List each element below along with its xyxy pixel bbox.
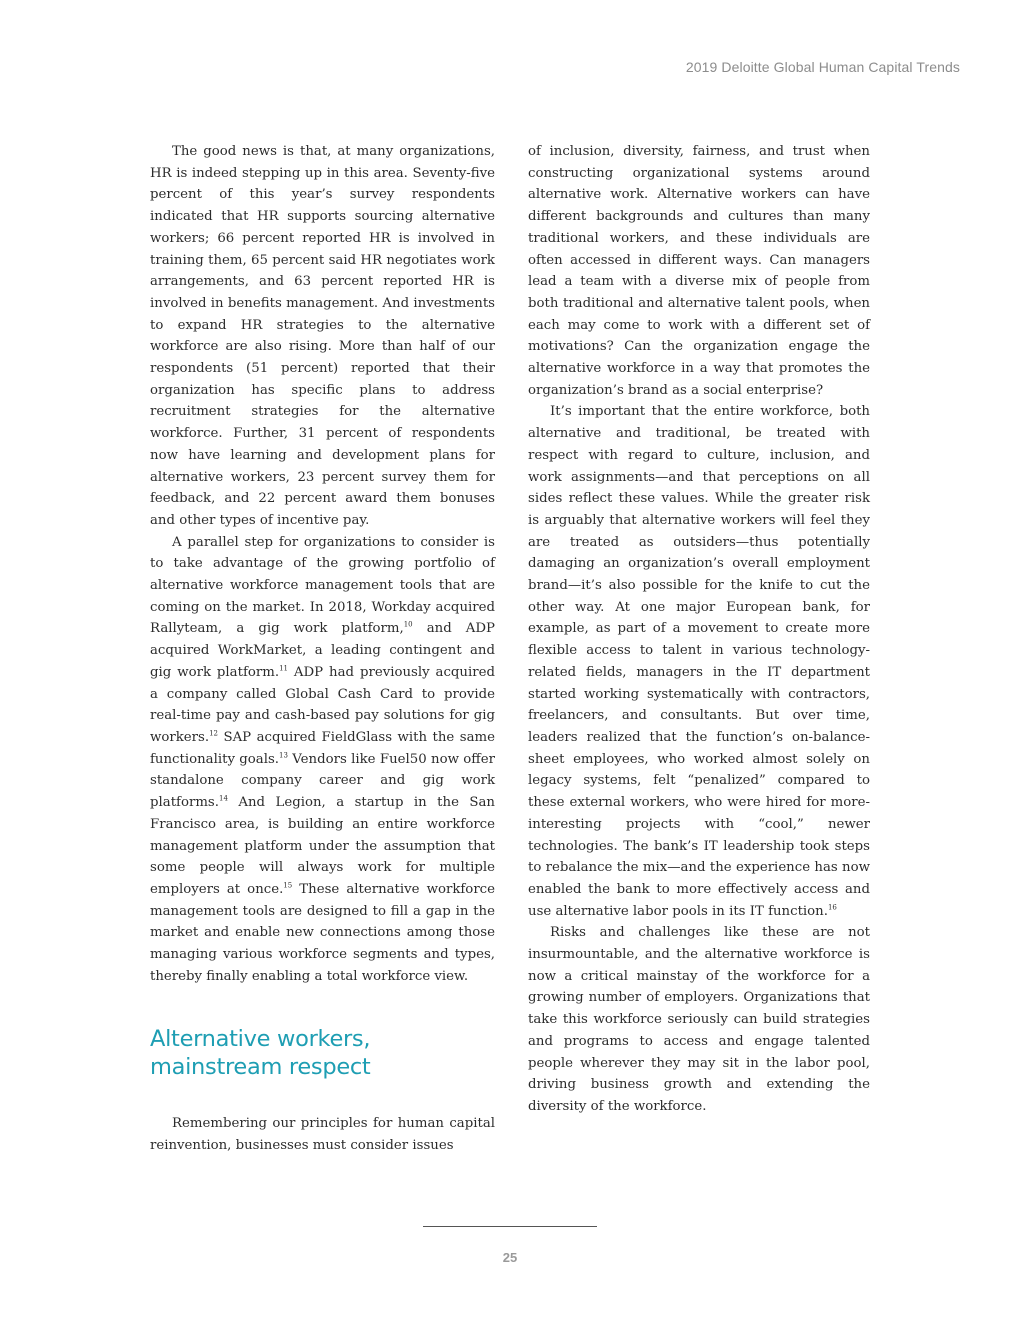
body-paragraph: [528, 141, 870, 401]
section-heading-line: mainstream respect: [150, 1054, 371, 1081]
body-paragraph: [150, 1113, 495, 1156]
page-number: 25: [502, 1250, 518, 1265]
endnote-marker: 14: [218, 794, 228, 803]
paragraph-text: SAP acquired FieldGlass with the same functionality goals.: [150, 729, 495, 767]
body-paragraph: [150, 141, 495, 532]
body-paragraph: [150, 532, 495, 988]
paragraph-text: Remembering our principles for human capital reinvention, businesses must consider issues: [150, 1116, 495, 1154]
paragraph-text: Vendors like Fuel50 now offer standalone company career and gig work platforms.: [150, 751, 495, 811]
footer-divider: [423, 1226, 597, 1227]
running-header-title: 2019 Deloitte Global Human Capital Trends: [685, 59, 960, 75]
endnote-marker: 15: [283, 881, 293, 890]
paragraph-text: and ADP acquired WorkMarket, a leading contingent and gig work platform.: [150, 621, 495, 680]
paragraph-text: The good news is that, at many organizations, HR is indeed stepping up in this area. Seventy-five percent of this year’s survey respondents indicated that HR supports sourcing alternative workers; 66 percent reported HR is involved in training them, 65 percent said HR negotiates work arrangements, and 63 percent reported HR is involved in benefits management. And investments to expand HR strategies to the alternative workforce are also rising. More than half of our respondents (51 percent) reported that their organization has specific plans to address recruitment strategies for the alternative workforce. Further, 31 percent of respondents now have learning and development plans for alternative workers, 23 percent survey them for feedback, and 22 percent award them bonuses and other types of incentive pay.: [150, 144, 495, 528]
paragraph-text: And Legion, a startup in the San Francisco area, is building an entire workforce management platform under the assumption that some people will always work for multiple employers at once.: [150, 795, 495, 897]
paragraph-text: ADP had previously acquired a company called Global Cash Card to provide real-time pay and cash-based pay solutions for gig workers.: [150, 664, 495, 745]
paragraph-text: of inclusion, diversity, fairness, and trust when constructing organizational systems around alternative work. Alternative workers can have different backgrounds and cultures than many traditional workers, and these individuals are often accessed in different ways. Can managers lead a team with a diverse mix of people from both traditional and alternative talent pools, when each may come to work with a different set of motivations? Can the organization engage the alternative workforce in a way that promotes the organization’s brand as a social enterprise?: [528, 144, 870, 398]
section-heading: [150, 1025, 495, 1081]
left-text-column: [150, 141, 495, 1157]
endnote-marker: 10: [403, 621, 413, 630]
section-heading-line: Alternative workers,: [150, 1026, 371, 1053]
endnote-marker: 11: [279, 664, 288, 673]
endnote-marker: 12: [209, 729, 218, 738]
paragraph-text: Risks and challenges like these are not insurmountable, and the alternative workforce is now a critical mainstay of the workforce for a growing number of employers. Organizations that take this workforce seriously can build strategies and programs to access and engage talented people wherever they may sit in the labor pool, driving business growth and extending the diversity of the workforce.: [528, 925, 870, 1114]
paragraph-text: These alternative workforce management tools are designed to fill a gap in the market and enable new connections among those managing various workforce segments and types, thereby finally enabling a total workforce view.: [150, 881, 495, 984]
endnote-marker: 16: [827, 903, 837, 912]
endnote-marker: 13: [279, 751, 288, 760]
paragraph-text: A parallel step for organizations to consider is to take advantage of the growing portfolio of alternative workforce management tools that are coming on the market. In 2018, Workday acquired Rallyteam, a gig work platform,: [150, 534, 495, 637]
body-paragraph: [528, 922, 870, 1117]
right-text-column: [528, 141, 870, 1118]
paragraph-text: It’s important that the entire workforce, both alternative and traditional, be treated with respect with regard to culture, inclusion, and work assignments—and that perceptions on all sides reflect these values. While the greater risk is arguably that alternative workers will feel they are treated as outsiders—thus potentially damaging an organization’s overall employment brand—it’s also possible for the knife to cut the other way. At one major European bank, for example, as part of a movement to create more flexible access to talent in various technology-related fields, managers in the IT department started working systematically with contractors, freelancers, and consultants. But over time, leaders realized that the function’s on-balance-sheet employees, who worked almost solely on legacy systems, felt “penalized” compared to these external workers, who were hired for more-interesting projects with “cool,” newer technologies. The bank’s IT leadership took steps to rebalance the mix—and the experience has now enabled the bank to more effectively access and use alternative labor pools in its IT function.: [528, 404, 870, 919]
body-paragraph: [528, 401, 870, 922]
